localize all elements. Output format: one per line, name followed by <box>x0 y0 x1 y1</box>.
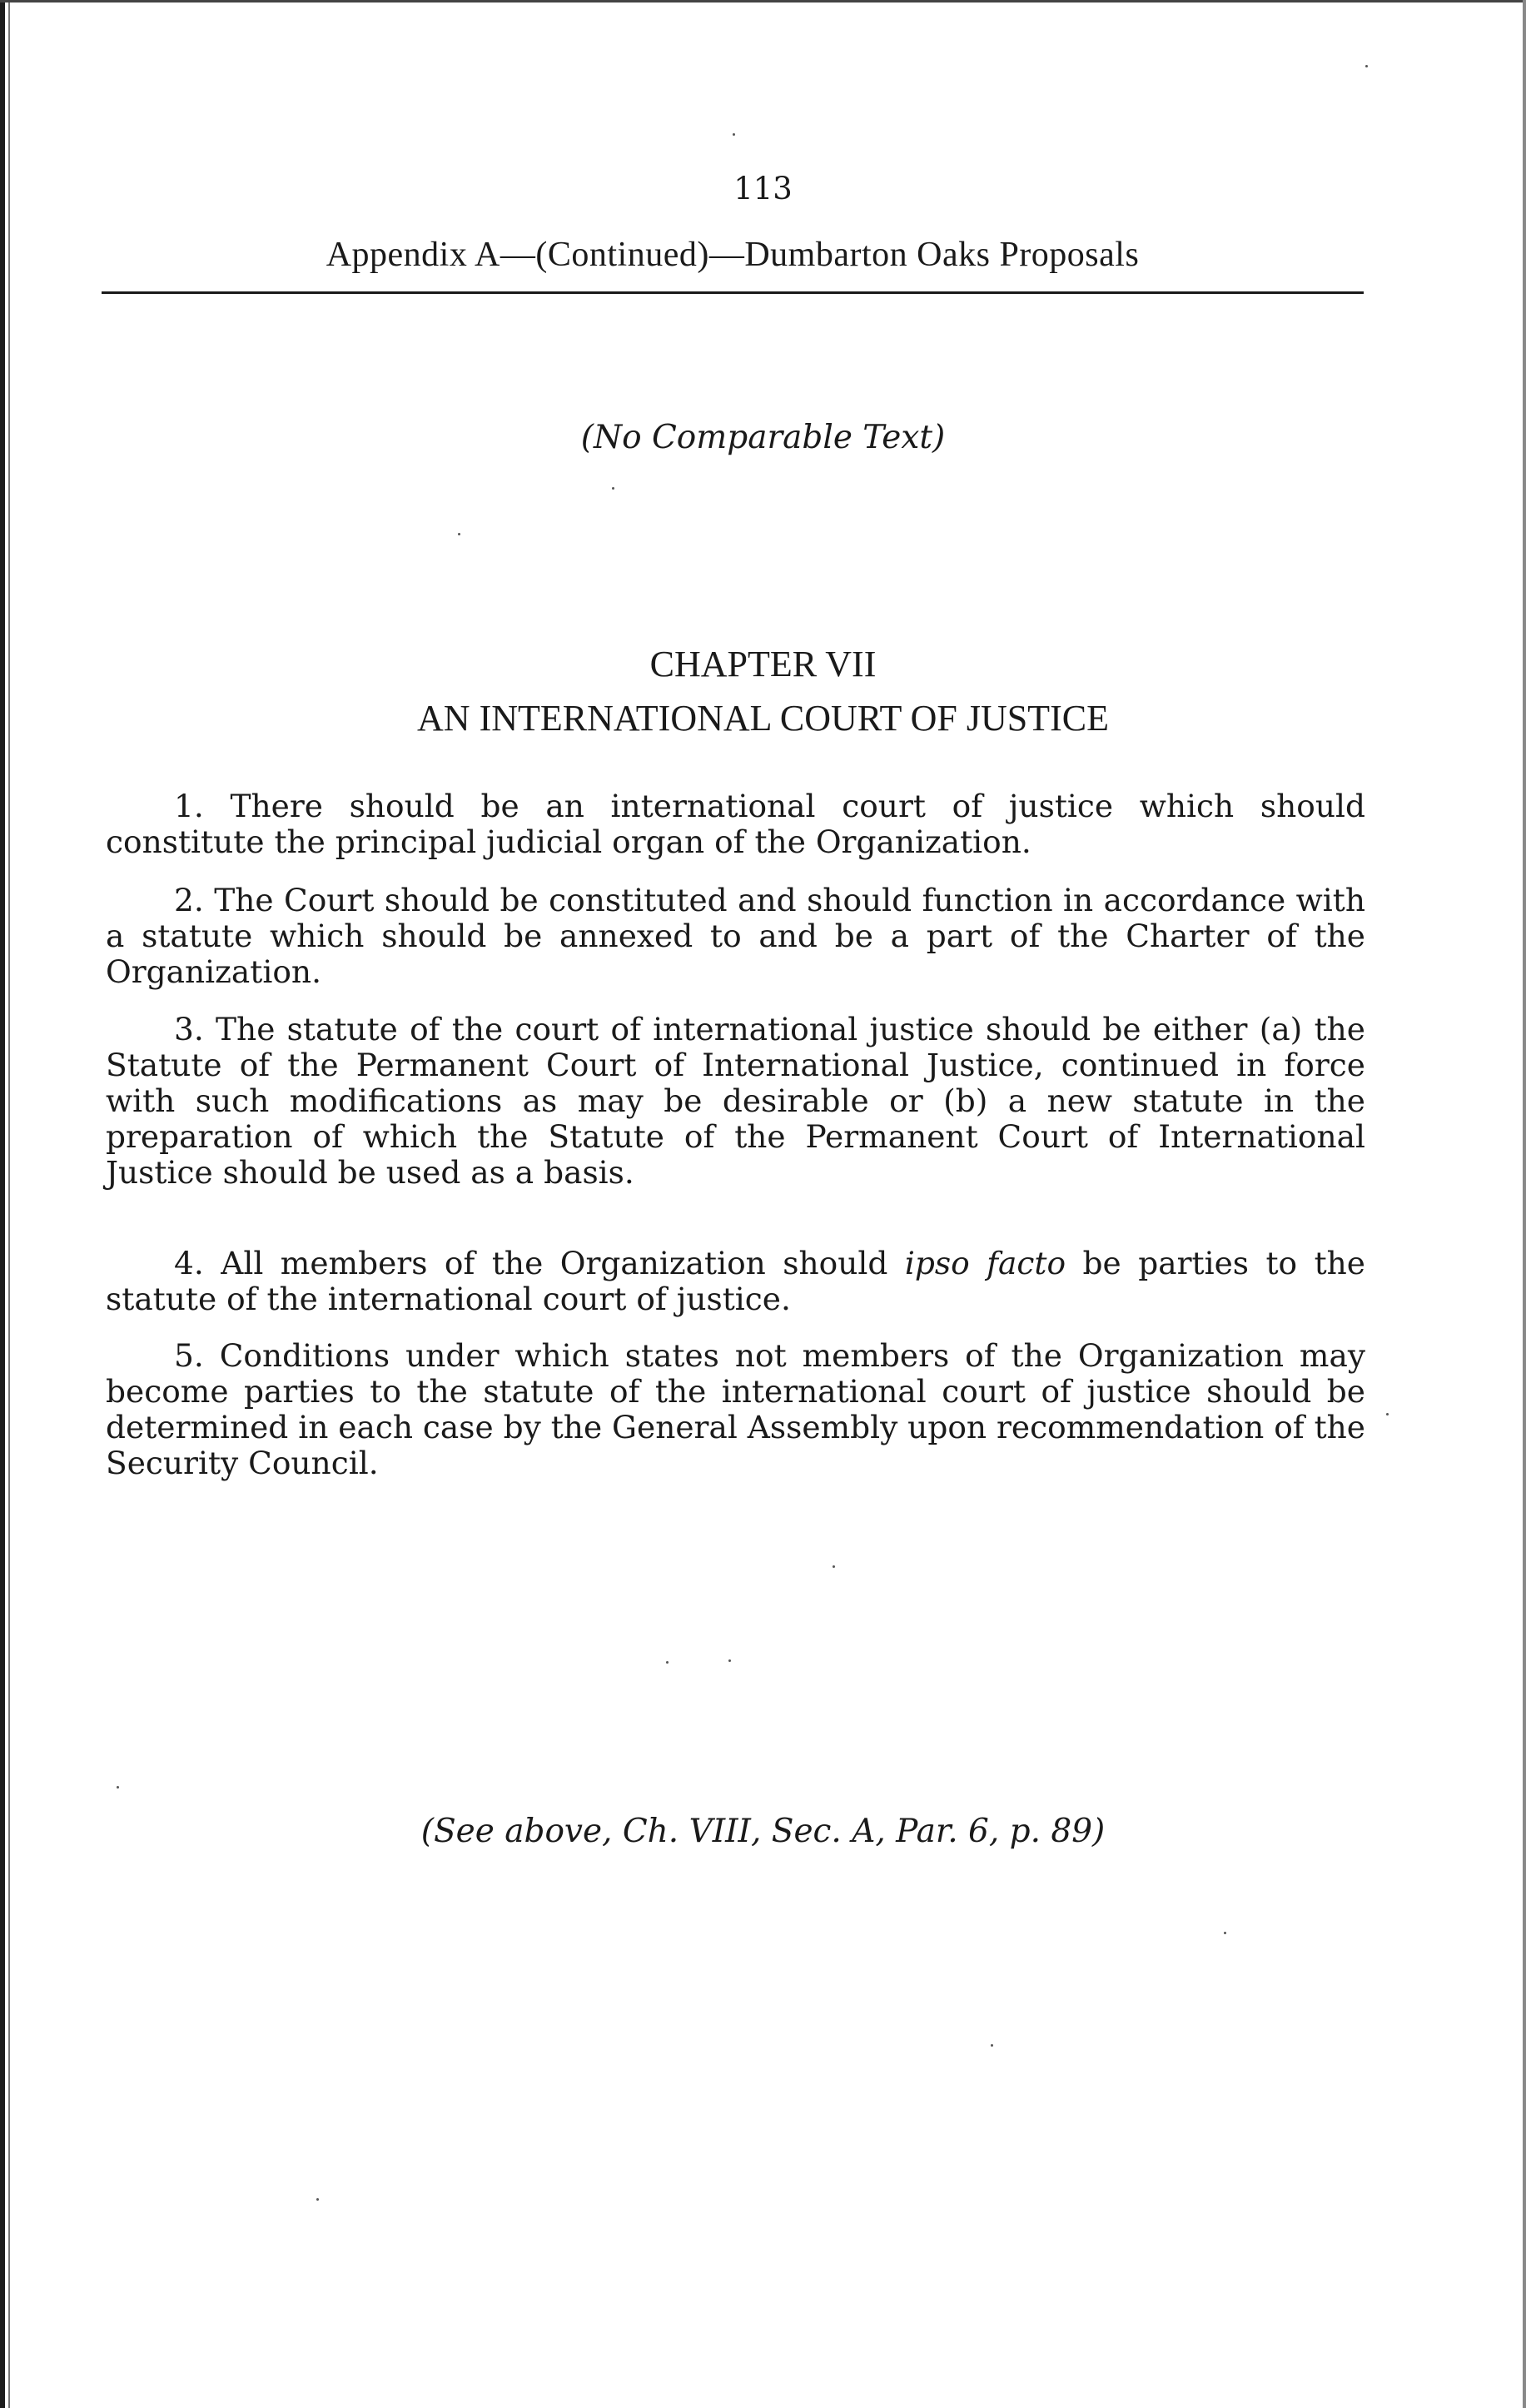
header-rule <box>102 291 1364 294</box>
scan-border-left-inner <box>8 0 10 2408</box>
scan-speck <box>733 133 735 136</box>
paragraph-3: 3. The statute of the court of international justice should be either (a) the Statute of the Permanent Court of International Justice, continued in force with such modifications as may be desirable or (b) a new statute in the preparation of which the Statute of the Permanent Court of International Justice should be used as a basis. <box>106 1011 1365 1191</box>
scan-speck <box>316 2198 319 2201</box>
scan-border-top <box>0 0 1526 2</box>
no-comparable-text-note: (No Comparable Text) <box>580 419 946 456</box>
scan-speck <box>991 2044 993 2047</box>
scan-border-left <box>0 0 5 2408</box>
scan-speck <box>833 1565 835 1568</box>
scan-border-right <box>1523 0 1526 2408</box>
paragraph-4-italic-term: ipso facto <box>904 1245 1066 1281</box>
scan-speck <box>1386 1413 1389 1415</box>
scan-speck <box>666 1661 669 1664</box>
cross-reference-note: (See above, Ch. VIII, Sec. A, Par. 6, p. 89) <box>420 1813 1106 1850</box>
scan-speck <box>117 1786 119 1789</box>
scan-speck <box>612 487 614 490</box>
scan-speck <box>1365 65 1368 67</box>
paragraph-5: 5. Conditions under which states not members of the Organization may become parties to the statute of the international court of justice should be determined in each case by the General Assembly upon recommendation of the Security Council. <box>106 1337 1366 1481</box>
paragraph-4-tail: be parties to the statute of the international court of justice. <box>106 1245 1365 1317</box>
chapter-subtitle: AN INTERNATIONAL COURT OF JUSTICE <box>417 698 1109 739</box>
paragraph-1: 1. There should be an international court of justice which should constitute the principal judicial organ of the Organization. <box>106 788 1365 860</box>
paragraph-2: 2. The Court should be constituted and should function in accordance with a statute which should be annexed to and be a part of the Charter of the Organization. <box>106 882 1365 990</box>
scan-speck <box>728 1659 731 1662</box>
paragraph-4 <box>106 1246 1365 1317</box>
chapter-title: CHAPTER VII <box>649 644 877 684</box>
running-head: Appendix A—(Continued)—Dumbarton Oaks Proposals <box>326 236 1140 274</box>
paragraph-4-lead: 4. All members of the Organization should <box>174 1245 905 1281</box>
page-number: 113 <box>733 171 793 206</box>
scan-speck <box>458 533 460 535</box>
scan-speck <box>1224 1932 1226 1934</box>
